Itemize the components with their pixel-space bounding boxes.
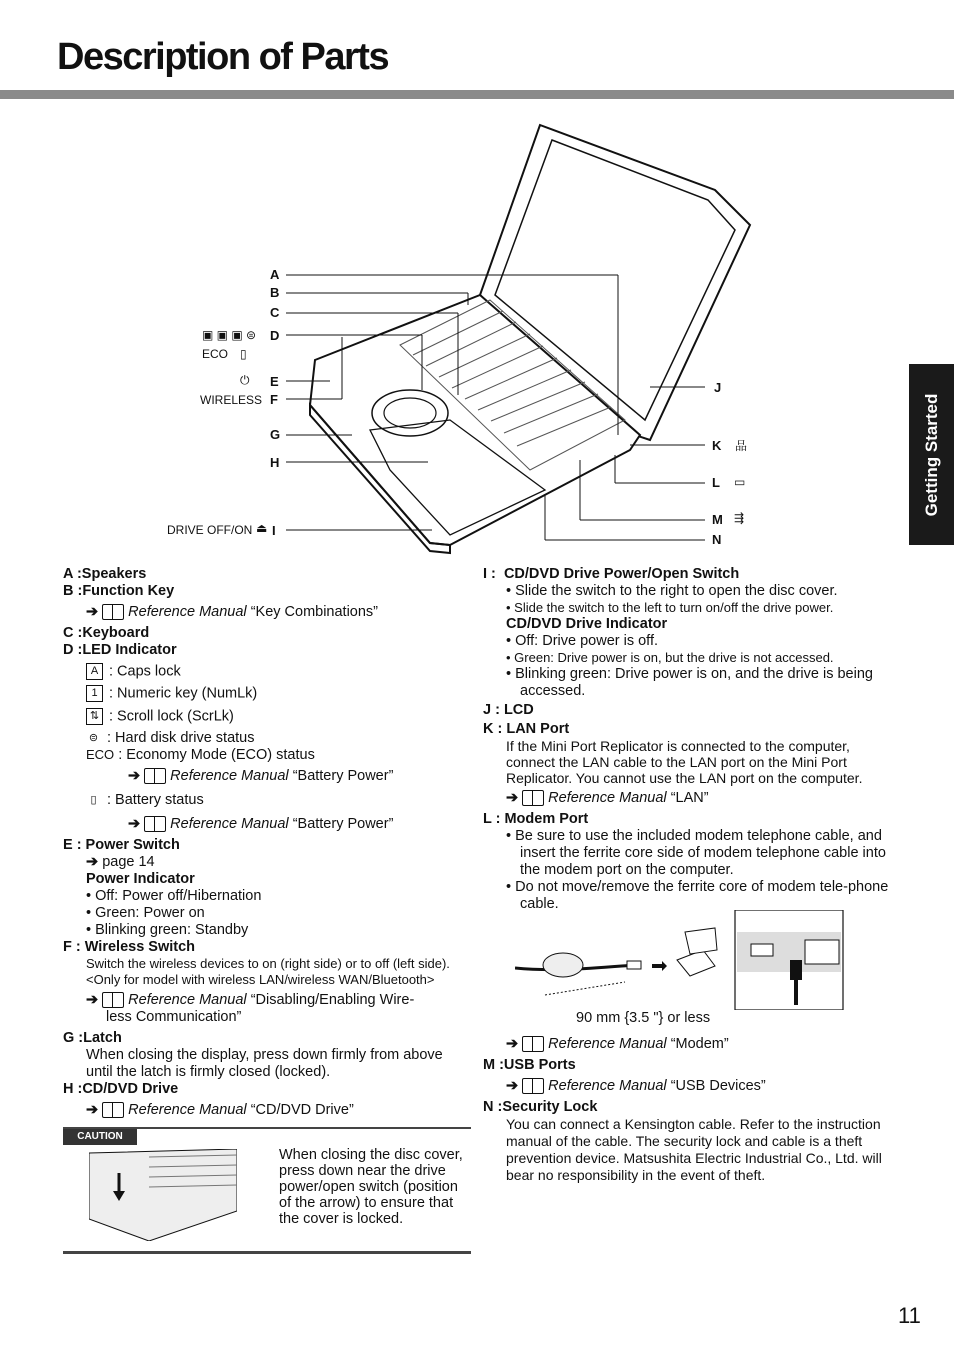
ref-h: ➔ Reference Manual “CD/DVD Drive” (86, 1101, 354, 1118)
item-e: E : Power Switch (63, 836, 180, 853)
book-icon (102, 992, 124, 1008)
fig-eco-label: ECO (202, 347, 229, 361)
book-icon (144, 768, 166, 784)
item-i-b5: • Blinking green: Drive power is on, and the drive is being accessed. (506, 666, 873, 699)
fig-drive-label: DRIVE OFF/ON (167, 523, 253, 537)
item-c: C :Keyboard (63, 625, 150, 641)
ref-b: ➔ Reference Manual “Key Combinations” (86, 604, 379, 620)
modem-icon: ▭ (734, 475, 746, 489)
item-e-b2: • Green: Power on (86, 904, 205, 921)
fig-letter-a: A (270, 267, 280, 282)
right-column (483, 566, 893, 913)
caps-lock-icon: A (86, 663, 103, 680)
battery-icon: ▯ (240, 347, 247, 361)
item-g: G :Latch (63, 1029, 122, 1046)
fig-letter-h: H (270, 455, 280, 470)
item-k: K : LAN Port (483, 721, 570, 737)
ref-k: ➔ Reference Manual “LAN” (506, 790, 709, 806)
ref-m: ➔ Reference Manual “USB Devices” (506, 1078, 766, 1094)
item-j: J : LCD (483, 702, 534, 718)
item-m: M :USB Ports (483, 1057, 576, 1073)
fig-wireless-label: WIRELESS (200, 393, 263, 407)
book-icon (522, 1036, 544, 1052)
book-icon (522, 1078, 544, 1094)
item-f-text2: <Only for model with wireless LAN/wireless WAN/Bluetooth> (86, 971, 435, 987)
item-f-text1: Switch the wireless devices to on (right side) or to off (left side). (86, 955, 450, 971)
lan-icon: 品 (735, 439, 748, 453)
item-l-b1: • Be sure to use the included modem telephone cable, and insert the ferrite core side of modem telephone cable into the modem port on the computer. (506, 828, 886, 878)
drive-cover-illustration (89, 1149, 237, 1241)
hdd-icon: ⊜ (88, 731, 99, 744)
item-g-text: When closing the display, press down firmly from above until the latch is firmly closed (locked). (86, 1046, 443, 1080)
item-e-indicator: Power Indicator (86, 870, 195, 887)
fig-letter-c: C (270, 305, 280, 320)
ref-f: ➔ Reference Manual “Disabling/Enabling Wire- less Communication” (86, 991, 415, 1025)
ref-eco: ➔ Reference Manual “Battery Power” (128, 767, 394, 784)
side-tab-label: Getting Started (921, 393, 941, 516)
side-tab (909, 364, 954, 545)
item-e-b1: • Off: Power off/Hibernation (86, 887, 262, 904)
fig-letter-d: D (270, 328, 280, 343)
usb-icon: ⇶ (734, 511, 745, 525)
modem-cable-illustration (515, 910, 845, 1010)
led-battery: ▯ : Battery status (63, 792, 473, 809)
page-number: 11 (898, 1303, 921, 1328)
book-icon (102, 1102, 124, 1118)
book-icon (144, 816, 166, 832)
page-title: Description of Parts (57, 36, 389, 78)
fig-letter-m: M (712, 512, 723, 527)
eject-icon: ⏏ (256, 521, 268, 535)
fig-letter-i: I (272, 523, 276, 538)
item-i-b4: • Green: Drive power is on, but the drive is not accessed. (506, 650, 834, 665)
title-rule (0, 90, 954, 99)
item-f: F : Wireless Switch (63, 938, 196, 955)
item-i: I : CD/DVD Drive Power/Open Switch (483, 566, 740, 582)
fig-led-icons: ▣ ▣ ▣ ⊜ (202, 328, 257, 342)
fig-letter-k: K (712, 438, 722, 453)
item-i-b2: • Slide the switch to the left to turn on/off the drive power. (506, 600, 834, 615)
item-n: N :Security Lock (483, 1099, 598, 1115)
item-e-page: ➔ page 14 (86, 853, 155, 870)
ref-battery: ➔ Reference Manual “Battery Power” (128, 815, 394, 832)
book-icon (102, 604, 124, 620)
item-d: D :LED Indicator (63, 642, 177, 658)
item-k-text: If the Mini Port Replicator is connected to the computer, connect the LAN cable to the LAN port on the Mini Port Replicator. You cannot use the LAN port on the computer. (506, 738, 863, 786)
left-column (63, 566, 473, 1123)
battery-icon: ▯ (90, 793, 97, 806)
item-i-b1: • Slide the switch to the right to open the disc cover. (506, 583, 838, 599)
item-e-b3: • Blinking green: Standby (86, 921, 249, 938)
fig-letter-b: B (270, 285, 280, 300)
item-a: A :Speakers (63, 566, 147, 582)
led-caps: A : Caps lock (63, 663, 473, 680)
fig-letter-n: N (712, 532, 722, 547)
caution-box (63, 1127, 471, 1254)
scroll-lock-icon: ⇅ (86, 708, 103, 725)
led-eco: ECO : Economy Mode (ECO) status (86, 746, 315, 763)
ref-l: ➔ Reference Manual “Modem” (506, 1036, 729, 1052)
item-n-text: You can connect a Kensington cable. Refer to the instruction manual of the cable. The security lock and cable is a theft prevention device. Matsushita Electric Industrial Co., Ltd. will bear no responsibility in the event of theft. (506, 1116, 882, 1183)
item-l-b2: • Do not move/remove the ferrite core of modem tele-phone cable. (506, 879, 889, 912)
fig-letter-l: L (712, 475, 720, 490)
led-num: 1 : Numeric key (NumLk) (63, 685, 473, 702)
fig-letter-g: G (270, 427, 281, 442)
caution-tag: CAUTION (63, 1129, 137, 1145)
fig-letter-j: J (714, 380, 722, 395)
item-i-b3: • Off: Drive power is off. (506, 633, 659, 649)
right-column-lower (483, 1032, 893, 1184)
book-icon (522, 790, 544, 806)
item-h: H :CD/DVD Drive (63, 1080, 179, 1097)
led-hdd: ⊜ : Hard disk drive status (63, 730, 473, 747)
item-i-indicator: CD/DVD Drive Indicator (506, 616, 668, 632)
led-scroll: ⇅ : Scroll lock (ScrLk) (63, 708, 473, 725)
numlock-icon: 1 (86, 685, 103, 702)
laptop-figure (160, 115, 760, 555)
item-b: B :Function Key (63, 583, 175, 599)
fig-letter-e: E (270, 374, 279, 389)
item-l: L : Modem Port (483, 811, 589, 827)
power-icon: ⏻ (240, 373, 250, 387)
fig-letter-f: F (270, 392, 278, 407)
caution-text: When closing the disc cover, press down near the drive power/open switch (position of the arrow) to ensure that the cover is locked. (279, 1147, 463, 1227)
cable-measure: 90 mm {3.5 "} or less (576, 1010, 711, 1026)
